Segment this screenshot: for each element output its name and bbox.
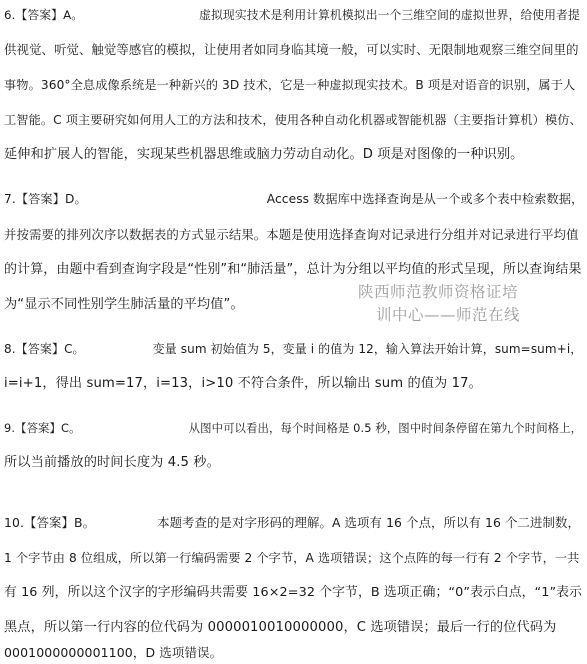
answer-9-header — [4, 419, 583, 437]
answer-text-line: i=i+1，得出 sum=17，i=13，i>10 不符合条件，所以输出 sum 的值为 17。 — [4, 376, 482, 391]
answer-number: 6. — [4, 8, 16, 22]
watermark-line-2: 训中心——师范在线 — [376, 306, 521, 324]
answer-text-line: 延伸和扩展人的智能，实现某些机器思维或脑力劳动自动化。D 项是对图像的一种识别。 — [4, 147, 524, 162]
answer-text-line: 从图中可以看出，每个时间格是 0.5 秒，图中时间条停留在第九个时间格上， — [188, 421, 583, 435]
answer-choice: A。 — [63, 8, 84, 22]
answer-tag: 【答案】 — [15, 192, 65, 206]
answer-text-line: 的计算，由题中看到查询字段是“性别”和“肺活量”，总计为分组以平均值的形式呈现，所以查询结果 — [4, 262, 582, 277]
answer-text-line: 事物。360°全息成像系统是一种新兴的 3D 技术，它是一种虚拟现实技术。B 项是对语音的识别，属于人 — [4, 78, 576, 92]
answer-number: 9. — [4, 421, 16, 435]
answer-number: 8. — [4, 342, 16, 356]
answer-text-line: 所以当前播放的时间长度为 4.5 秒。 — [4, 455, 220, 470]
answer-tag: 【答案】 — [15, 421, 62, 435]
answer-text-line: 有 16 列，所以这个汉字的字形编码共需要 16×2=32 个字节，B 选项正确；“0”表示白点，“1”表示 — [4, 585, 583, 600]
answer-choice: D。 — [64, 192, 87, 206]
answer-text-line: 本题考查的是对字形码的理解。A 选项有 16 个点，所以有 16 个二进制数， — [157, 515, 581, 530]
answer-6-header — [4, 6, 583, 24]
answer-choice: B。 — [73, 515, 96, 530]
answer-tag: 【答案】 — [15, 342, 65, 356]
answer-text-line: 虚拟现实技术是利用计算机模拟出一个三维空间的虚拟世界，给使用者提 — [199, 8, 580, 22]
answer-number: 7. — [4, 192, 16, 206]
answer-text-line: 并按需要的排列次序以数据表的方式显示结果。本题是使用选择查询对记录进行分组并对记录进行平均值 — [4, 227, 579, 242]
answer-text-line: 供视觉、听觉、触觉等感官的模拟，让使用者如同身临其境一般，可以实时、无限制地观察三维空间里的 — [4, 42, 579, 57]
answer-number: 10. — [4, 515, 25, 530]
answer-10-header — [4, 514, 583, 532]
answer-text-line: 工智能。C 项主要研究如何用人工的方法和技术，使用各种自动化机器或智能机器（主要指计算机）模仿、 — [4, 113, 582, 127]
answer-choice: C。 — [64, 342, 85, 356]
answer-choice: C。 — [61, 421, 81, 435]
answer-text-line: 黑点，所以第一行内容的位代码为 0000010010000000，C 选项错误；最后一行的位代码为 — [4, 620, 557, 635]
watermark-line-1: 陕西师范教师资格证培 — [358, 283, 519, 301]
answer-text-line: 1 个字节由 8 位组成，所以第一行编码需要 2 个字节，A 选项错误；这个点阵的每一行有 2 个字节，一共 — [4, 551, 580, 565]
answer-text-line: 变量 sum 初始值为 5，变量 i 的值为 12，输入算法开始计算，sum=sum+i， — [152, 342, 583, 356]
answer-8-header — [4, 340, 583, 358]
answer-tag: 【答案】 — [24, 515, 74, 530]
answer-text-line: 0001000000001100，D 选项错误。 — [4, 645, 223, 660]
answer-text-line: Access 数据库中选择查询是从一个或多个表中检索数据， — [266, 192, 584, 206]
answer-text-line: 为“显示不同性别学生肺活量的平均值”。 — [4, 297, 244, 312]
answer-7-header — [4, 190, 583, 208]
answer-tag: 【答案】 — [15, 8, 64, 22]
